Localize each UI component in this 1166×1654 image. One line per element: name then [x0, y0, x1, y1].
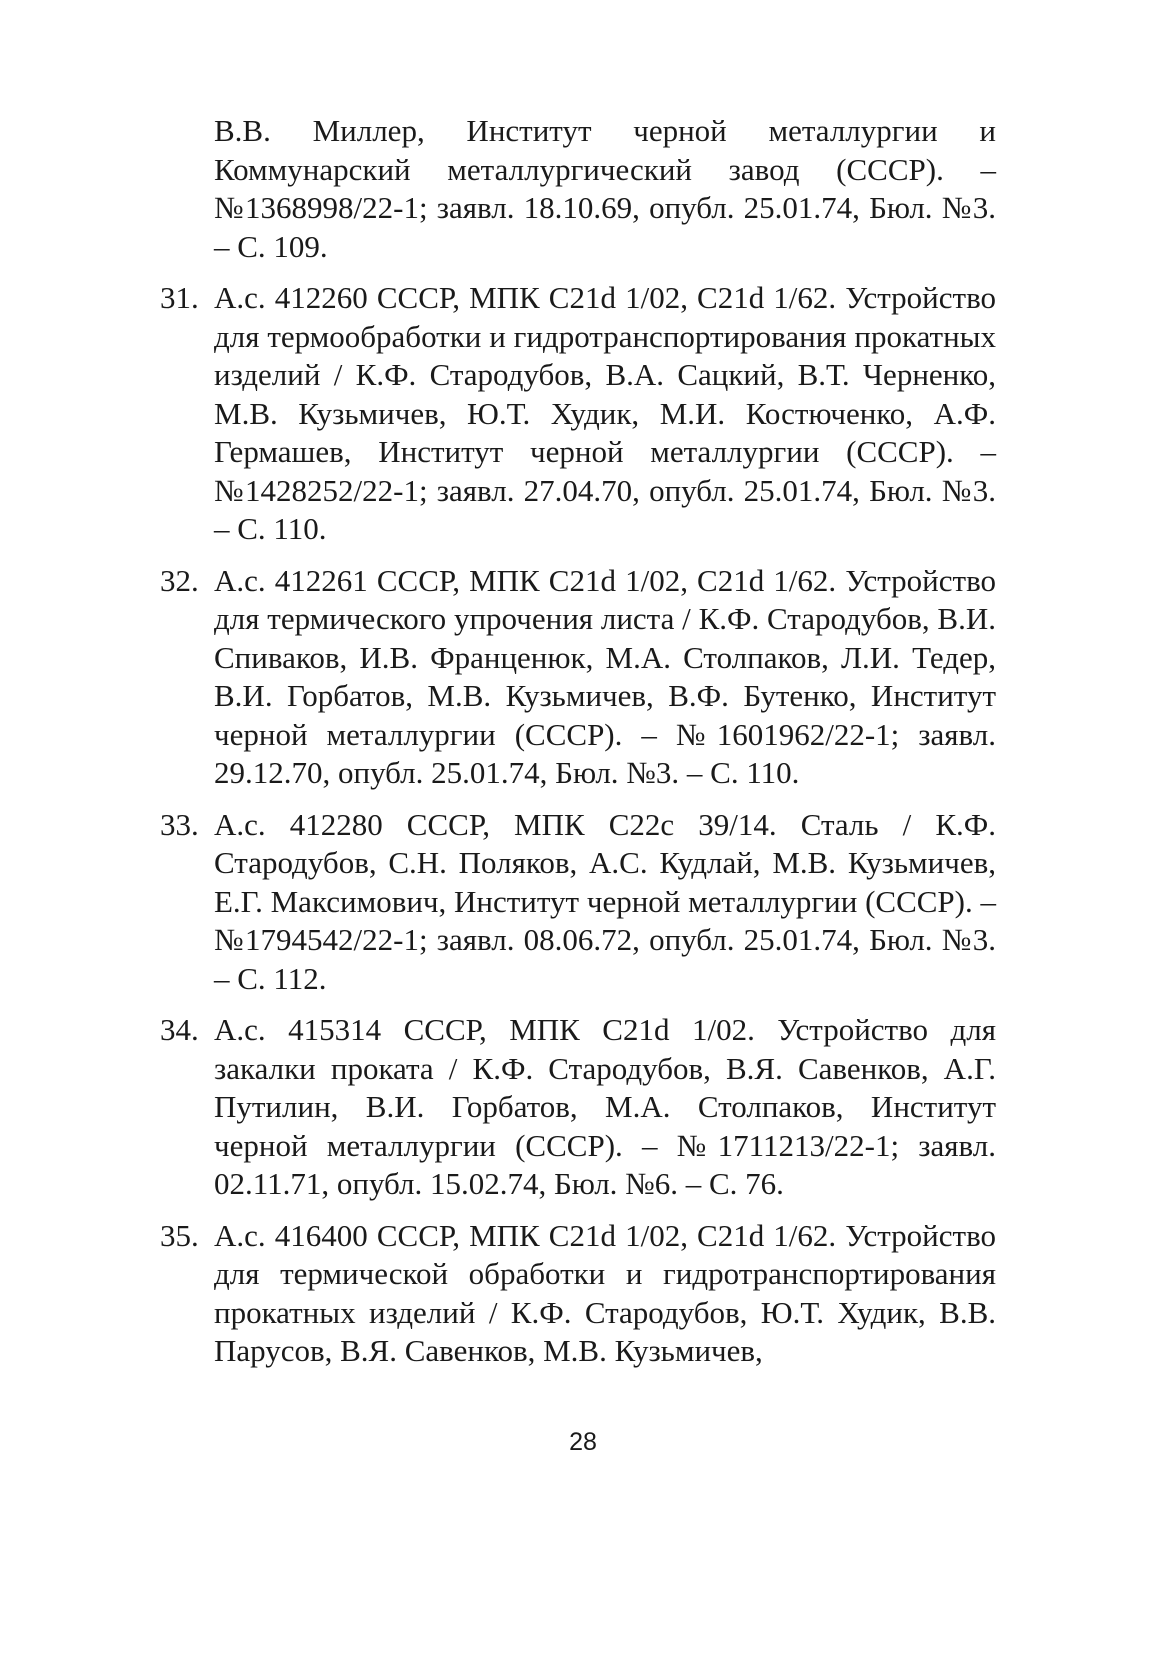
reference-entry-32 [160, 562, 996, 793]
page-number: 28 [569, 1428, 597, 1456]
entry-text: А.с. 416400 СССР, МПК C21d 1/02, C21d 1/62. Устройство для термической обработки и гидротранспортирования прокатных изделий / К.Ф. Стародубов, Ю.Т. Худик, В.В. Парусов, В.Я. Савенков, М.В. Кузьмичев, [214, 1217, 996, 1368]
entry-text: А.с. 415314 СССР, МПК C21d 1/02. Устройство для закалки проката / К.Ф. Стародубов, В.Я. Савенков, А.Г. Путилин, В.И. Горбатов, М.А. Столпаков, Институт черной металлургии (СССР). – №1711213/22-1; заявл. 02.11.71, опубл. 15.02.74, Бюл. №6. – С. 76. [214, 1012, 996, 1201]
entry-number: 33. [160, 806, 199, 842]
entry-text: А.с. 412261 СССР, МПК C21d 1/02, C21d 1/62. Устройство для термического упрочения листа / К.Ф. Стародубов, В.И. Спиваков, И.В. Франценюк, М.А. Столпаков, Л.И. Тедер, В.И. Горбатов, М.В. Кузьмичев, В.Ф. Бутенко, Институт черной металлургии (СССР). – №1601962/22-1; заявл. 29.12.70, опубл. 25.01.74, Бюл. №3. – С. 110. [214, 562, 996, 790]
entry-number: 34. [160, 1012, 199, 1047]
entry-number: 32. [160, 562, 199, 598]
reference-entry-33 [160, 806, 996, 999]
continued-entry-text: В.В. Миллер, Институт черной металлургии и Коммунарский металлургический завод (СССР). – №1368998/22-1; заявл. 18.10.69, опубл. 25.01.74, Бюл. №3. – С. 109. [214, 113, 996, 264]
entry-number: 35. [160, 1217, 199, 1253]
reference-entry-34 [160, 1011, 996, 1204]
reference-entry-31 [160, 279, 996, 549]
entry-text: А.с. 412260 СССР, МПК C21d 1/02, C21d 1/62. Устройство для термообработки и гидротранспортирования прокатных изделий / К.Ф. Стародубов, В.А. Сацкий, В.Т. Черненко, М.В. Кузьмичев, Ю.Т. Худик, М.И. Костюченко, А.Ф. Гермашев, Институт черной металлургии (СССР). – №1428252/22-1; заявл. 27.04.70, опубл. 25.01.74, Бюл. №3. – С. 110. [214, 280, 996, 546]
entry-text: А.с. 412280 СССР, МПК C22c 39/14. Сталь / К.Ф. Стародубов, С.Н. Поляков, А.С. Кудлай, М.В. Кузьмичев, Е.Г. Максимович, Институт черной металлургии (СССР). – №1794542/22-1; заявл. 08.06.72, опубл. 25.01.74, Бюл. №3. – С. 112. [214, 806, 996, 996]
reference-entry-35 [160, 1217, 996, 1371]
entry-number: 31. [160, 280, 199, 315]
reference-list [160, 112, 996, 1384]
